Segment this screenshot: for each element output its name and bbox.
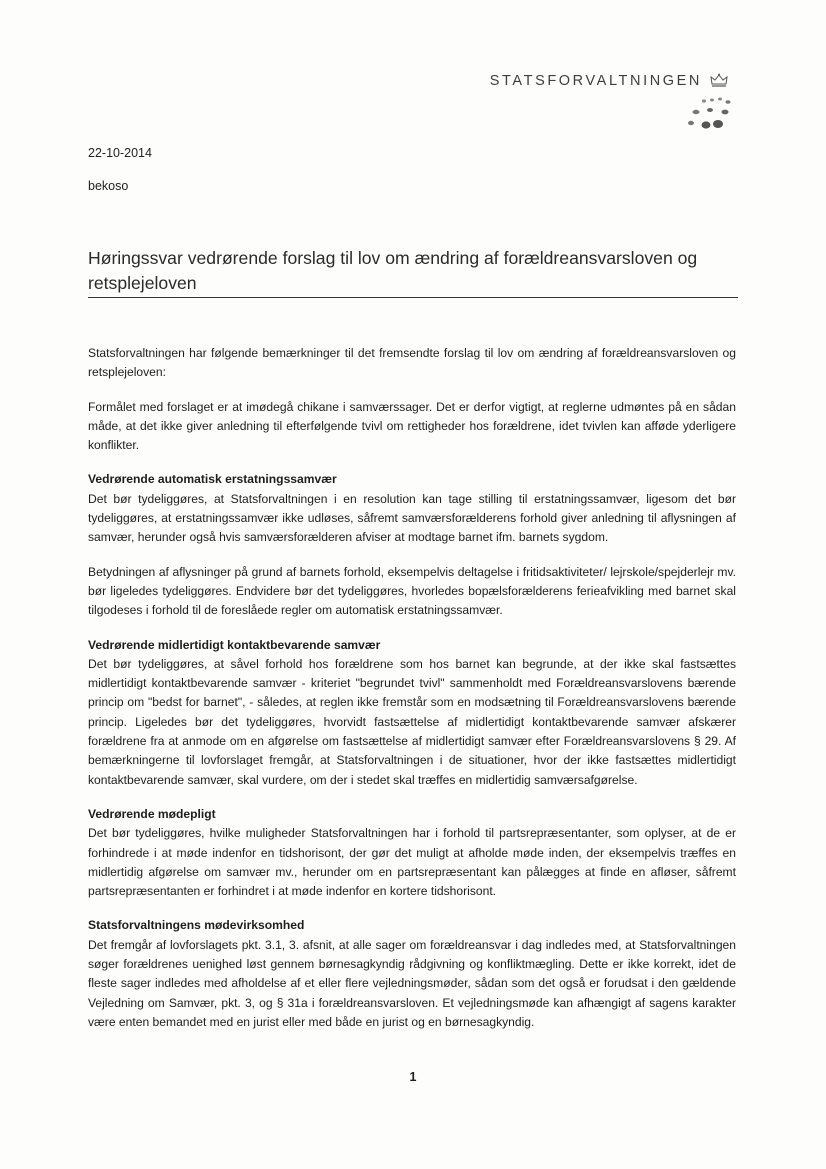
intro-paragraph: Formålet med forslaget er at imødegå chikane i samværssager. Det er derfor vigtigt, at reglerne udmøntes på en sådan måde, at det ikke giver anledning til efterfølgende tvivl om rettigheder hos forældrene, idet tvivlen kan afføde yderligere konflikter. — [88, 399, 736, 453]
logo-dots-icon — [684, 96, 734, 132]
intro-paragraph: Statsforvaltningen har følgende bemærkninger til det fremsendte forslag til lov om ændring af forældreansvarsloven og retsplejeloven: — [88, 346, 736, 380]
letter-reference: bekoso — [88, 179, 129, 193]
section-paragraph: Det bør tydeliggøres, at Statsforvaltningen i en resolution kan tage stilling til erstatningssamvær, ligesom det bør tydeliggøres, at erstatningssamvær ikke udløses, såfremt samværsforælderens forhold giver anledning til aflysningen af samvær, herunder også hvis samværsforælderen afviser at modtage barnet ifm. barnets sygdom. — [88, 491, 736, 545]
section-paragraph: Det bør tydeliggøres, at såvel forhold hos forældrene som hos barnet kan begrunde, at der ikke skal fastsættes midlertidigt kontaktbevarende samvær - kriteriet "begrundet tvivl" sammenholdt med Forældreansvarslovens bærende princip om "bedst for barnet", - således, at reglen ikke fremstår som en modsætning til Forældreansvarslovens bærende princip. Ligeledes bør det tydeliggøres, hvorvidt fastsættelse af midlertidigt kontaktbevarende samvær afskærer forældrene fra at anmode om en afgørelse om fastsættelse af midlertidigt samvær efter Forældreansvarslovens § 29. Af bemærkningerne til lovforslaget fremgår, at Statsforvaltningen i de situationer, hvor der ikke fastsættes midlertidigt kontaktbevarende samvær, skal vurdere, om der i stedet skal træffes en midlertidig samværsafgørelse. — [88, 656, 736, 787]
section-paragraph: Betydningen af aflysninger på grund af barnets forhold, eksempelvis deltagelse i fritidsaktiviteter/ lejrskole/spejderlejr mv. bør ligeledes tydeliggøres. Endvidere bør det tydeliggøres, hvorledes bopælsforælderens ferieafvikling med barnet skal tilgodeses i forhold til de foreslåede regler om automatisk erstatningssamvær. — [88, 564, 736, 618]
document-body — [88, 344, 736, 1047]
title-divider — [88, 297, 738, 298]
section-heading: Vedrørende midlertidigt kontaktbevarende samvær — [88, 637, 381, 652]
section-paragraph: Det fremgår af lovforslagets pkt. 3.1, 3. afsnit, at alle sager om forældreansvar i dag indledes med, at Statsforvaltningen søger forældrenes uenighed løst gennem børnesagkyndig rådgivning og konfliktmægling. Dette er ikke korrekt, idet de fleste sager indledes med afholdelse af et eller flere vejledningsmøder, sådan som det også er forudsat i den gældende Vejledning om Samvær, pkt. 3, og § 31a i forældreansvarsloven. Et vejledningsmøde kan afhængigt af sagens karakter være enten bemandet med en jurist eller med både en jurist og en børnesagkyndig. — [88, 937, 736, 1029]
org-name: STATSFORVALTNINGEN — [489, 73, 702, 89]
crown-icon — [710, 73, 728, 89]
section-heading: Vedrørende mødepligt — [88, 806, 216, 821]
page-number: 1 — [409, 1070, 417, 1084]
document-title: Høringssvar vedrørende forslag til lov om ændring af forældreansvarsloven og retsplejeloven — [88, 248, 698, 293]
section-paragraph: Det bør tydeliggøres, hvilke muligheder Statsforvaltningen har i forhold til partsrepræsentanter, som oplyser, at de er forhindrede i at møde indenfor en tidshorisont, der gør det muligt at afholde møde inden, der eksempelvis træffes en midlertidig afgørelse om samvær mv., herunder om en partsrepræsentant kan pålægges at finde en afløser, såfremt partsrepræsentanten er forhindret i at møde indenfor en kortere tidshorisont. — [88, 826, 736, 899]
letter-date: 22-10-2014 — [88, 146, 152, 160]
section-heading: Vedrørende automatisk erstatningssamvær — [88, 472, 337, 487]
section-heading: Statsforvaltningens mødevirksomhed — [88, 918, 305, 933]
letterhead-logo — [490, 73, 728, 89]
